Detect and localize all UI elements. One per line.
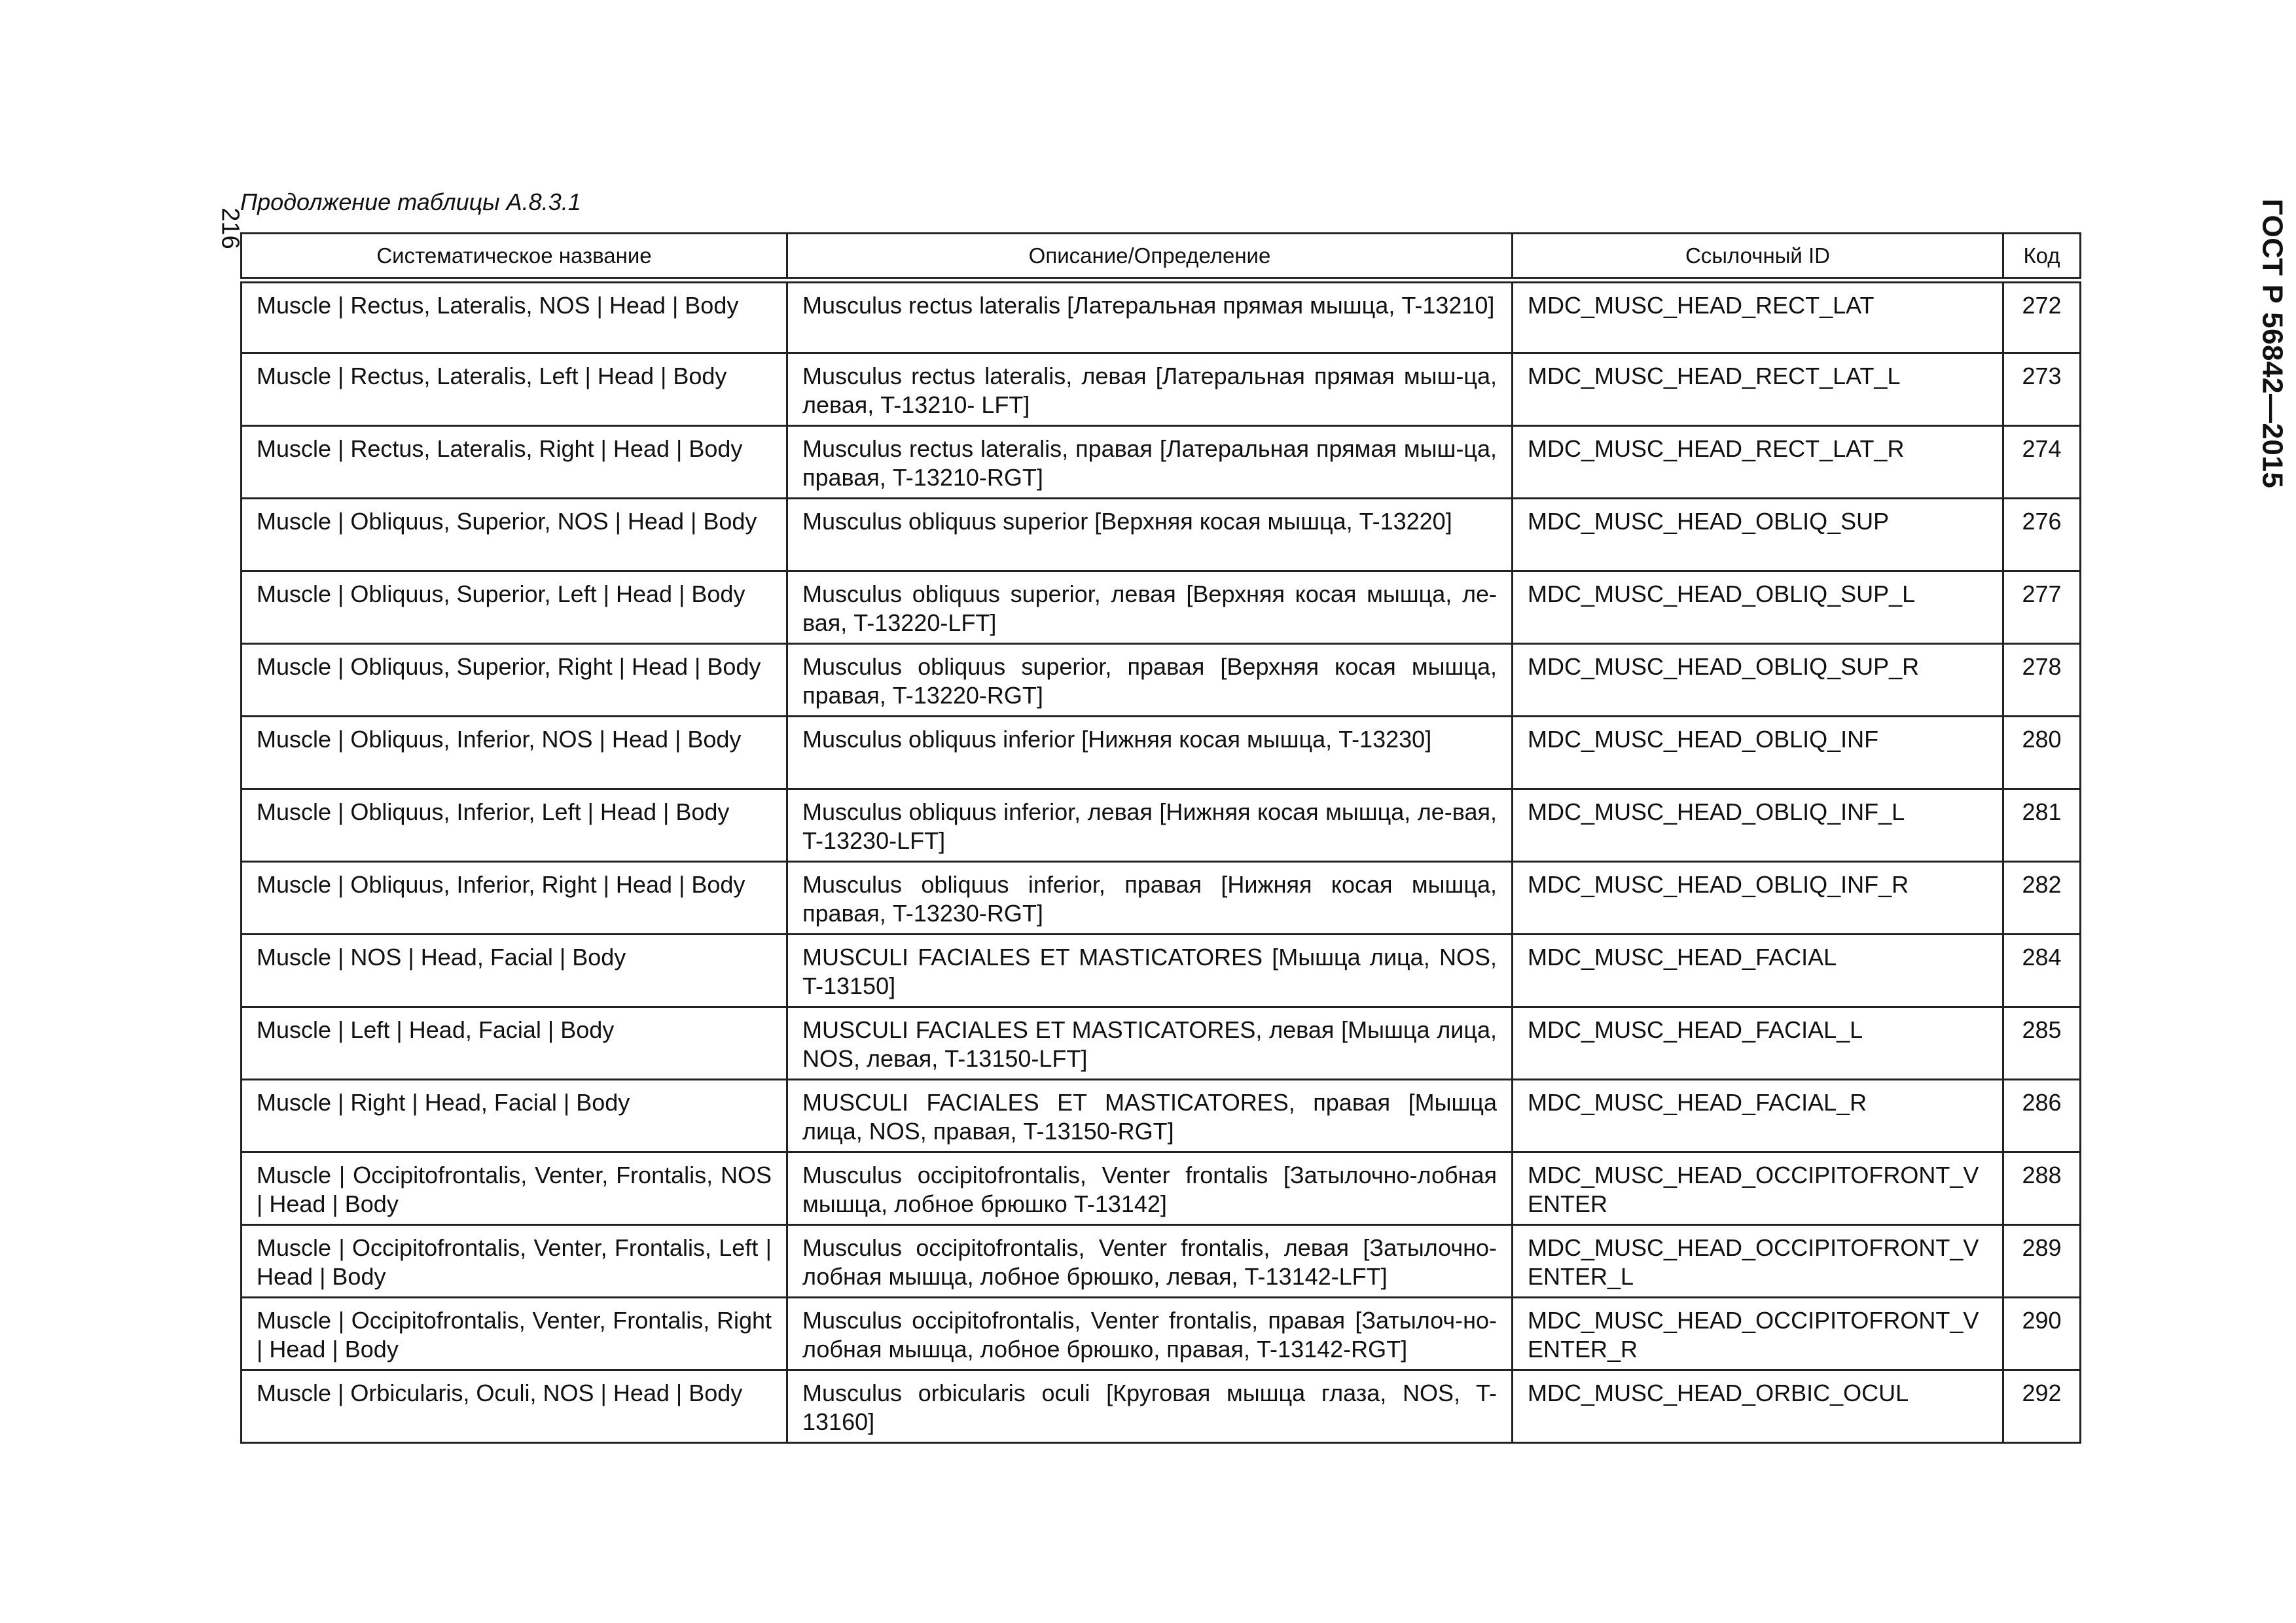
cell-reference-id: MDC_MUSC_HEAD_FACIAL_R [1513, 1079, 2003, 1152]
cell-description: MUSCULI FACIALES ET MASTICATORES, правая [Мышца лица, NOS, правая, T-13150-RGT] [787, 1079, 1513, 1152]
cell-code: 273 [2003, 353, 2081, 425]
cell-code: 289 [2003, 1224, 2081, 1297]
cell-reference-id: MDC_MUSC_HEAD_OBLIQ_SUP_L [1513, 571, 2003, 643]
table-row [242, 861, 2081, 934]
cell-description: Musculus obliquus inferior, левая [Нижняя косая мышца, ле-вая, T-13230-LFT] [787, 789, 1513, 861]
cell-systematic-name: Muscle | Obliquus, Superior, Right | Head | Body [242, 643, 787, 716]
cell-description: Musculus obliquus superior, левая [Верхняя косая мышца, ле-вая, T-13220-LFT] [787, 571, 1513, 643]
table-row [242, 1079, 2081, 1152]
table-row [242, 643, 2081, 716]
cell-code: 280 [2003, 716, 2081, 789]
cell-code: 276 [2003, 498, 2081, 571]
cell-reference-id: MDC_MUSC_HEAD_OCCIPITOFRONT_VENTER_L [1513, 1224, 2003, 1297]
cell-systematic-name: Muscle | Rectus, Lateralis, Right | Head | Body [242, 425, 787, 498]
cell-description: Musculus rectus lateralis, правая [Латеральная прямая мыш-ца, правая, T-13210-RGT] [787, 425, 1513, 498]
cell-systematic-name: Muscle | Occipitofrontalis, Venter, Frontalis, NOS | Head | Body [242, 1152, 787, 1224]
cell-description: Musculus occipitofrontalis, Venter frontalis, левая [Затылочно-лобная мышца, лобное брюшко, левая, T-13142-LFT] [787, 1224, 1513, 1297]
table-row [242, 934, 2081, 1007]
cell-reference-id: MDC_MUSC_HEAD_RECT_LAT_R [1513, 425, 2003, 498]
table-row [242, 353, 2081, 425]
cell-systematic-name: Muscle | NOS | Head, Facial | Body [242, 934, 787, 1007]
cell-reference-id: MDC_MUSC_HEAD_RECT_LAT [1513, 280, 2003, 353]
cell-description: Musculus occipitofrontalis, Venter frontalis, правая [Затылоч-но-лобная мышца, лобное брюшко, правая, T-13142-RGT] [787, 1297, 1513, 1370]
cell-systematic-name: Muscle | Rectus, Lateralis, Left | Head | Body [242, 353, 787, 425]
cell-reference-id: MDC_MUSC_HEAD_OCCIPITOFRONT_VENTER_R [1513, 1297, 2003, 1370]
cell-code: 281 [2003, 789, 2081, 861]
cell-systematic-name: Muscle | Orbicularis, Oculi, NOS | Head | Body [242, 1370, 787, 1442]
cell-code: 285 [2003, 1007, 2081, 1079]
cell-description: Musculus rectus lateralis, левая [Латеральная прямая мыш-ца, левая, T-13210- LFT] [787, 353, 1513, 425]
standard-code: ГОСТ Р 56842—2015 [2256, 198, 2289, 489]
cell-systematic-name: Muscle | Obliquus, Inferior, Left | Head | Body [242, 789, 787, 861]
cell-systematic-name: Muscle | Obliquus, Superior, Left | Head | Body [242, 571, 787, 643]
cell-code: 278 [2003, 643, 2081, 716]
table-caption: Продолжение таблицы А.8.3.1 [240, 188, 581, 215]
cell-description: Musculus obliquus inferior [Нижняя косая мышца, T-13230] [787, 716, 1513, 789]
cell-description: Musculus rectus lateralis [Латеральная прямая мышца, T-13210] [787, 280, 1513, 353]
cell-reference-id: MDC_MUSC_HEAD_OBLIQ_SUP [1513, 498, 2003, 571]
cell-description: MUSCULI FACIALES ET MASTICATORES [Мышца лица, NOS, T-13150] [787, 934, 1513, 1007]
cell-description: Musculus orbicularis oculi [Круговая мышца глаза, NOS, T-13160] [787, 1370, 1513, 1442]
cell-code: 290 [2003, 1297, 2081, 1370]
cell-description: MUSCULI FACIALES ET MASTICATORES, левая [Мышца лица, NOS, левая, T-13150-LFT] [787, 1007, 1513, 1079]
cell-description: Musculus obliquus inferior, правая [Нижняя косая мышца, правая, T-13230-RGT] [787, 861, 1513, 934]
table-row [242, 1224, 2081, 1297]
cell-systematic-name: Muscle | Occipitofrontalis, Venter, Frontalis, Left | Head | Body [242, 1224, 787, 1297]
cell-code: 272 [2003, 280, 2081, 353]
cell-reference-id: MDC_MUSC_HEAD_OCCIPITOFRONT_VENTER [1513, 1152, 2003, 1224]
cell-systematic-name: Muscle | Obliquus, Superior, NOS | Head | Body [242, 498, 787, 571]
cell-code: 274 [2003, 425, 2081, 498]
cell-systematic-name: Muscle | Rectus, Lateralis, NOS | Head | Body [242, 280, 787, 353]
table-header-row [242, 234, 2081, 281]
cell-code: 286 [2003, 1079, 2081, 1152]
cell-systematic-name: Muscle | Obliquus, Inferior, Right | Head | Body [242, 861, 787, 934]
table-row [242, 1007, 2081, 1079]
table-row [242, 1370, 2081, 1442]
header-description: Описание/Определение [787, 234, 1513, 281]
cell-description: Musculus obliquus superior [Верхняя косая мышца, T-13220] [787, 498, 1513, 571]
cell-systematic-name: Muscle | Left | Head, Facial | Body [242, 1007, 787, 1079]
cell-reference-id: MDC_MUSC_HEAD_OBLIQ_INF_L [1513, 789, 2003, 861]
table-row [242, 1152, 2081, 1224]
table-row [242, 498, 2081, 571]
cell-description: Musculus obliquus superior, правая [Верхняя косая мышца, правая, T-13220-RGT] [787, 643, 1513, 716]
cell-code: 282 [2003, 861, 2081, 934]
cell-reference-id: MDC_MUSC_HEAD_ORBIC_OCUL [1513, 1370, 2003, 1442]
cell-reference-id: MDC_MUSC_HEAD_RECT_LAT_L [1513, 353, 2003, 425]
cell-systematic-name: Muscle | Occipitofrontalis, Venter, Frontalis, Right | Head | Body [242, 1297, 787, 1370]
cell-code: 292 [2003, 1370, 2081, 1442]
cell-reference-id: MDC_MUSC_HEAD_OBLIQ_SUP_R [1513, 643, 2003, 716]
table-row [242, 1297, 2081, 1370]
cell-systematic-name: Muscle | Right | Head, Facial | Body [242, 1079, 787, 1152]
table-row [242, 716, 2081, 789]
table-row [242, 789, 2081, 861]
cell-systematic-name: Muscle | Obliquus, Inferior, NOS | Head | Body [242, 716, 787, 789]
table-row [242, 425, 2081, 498]
cell-code: 277 [2003, 571, 2081, 643]
cell-code: 288 [2003, 1152, 2081, 1224]
cell-reference-id: MDC_MUSC_HEAD_OBLIQ_INF [1513, 716, 2003, 789]
page-number: 216 [216, 207, 244, 249]
cell-reference-id: MDC_MUSC_HEAD_FACIAL_L [1513, 1007, 2003, 1079]
header-reference-id: Ссылочный ID [1513, 234, 2003, 281]
header-code: Код [2003, 234, 2081, 281]
cell-code: 284 [2003, 934, 2081, 1007]
cell-reference-id: MDC_MUSC_HEAD_FACIAL [1513, 934, 2003, 1007]
cell-description: Musculus occipitofrontalis, Venter frontalis [Затылочно-лобная мышца, лобное брюшко T-13142] [787, 1152, 1513, 1224]
terms-table [240, 232, 2081, 1444]
header-systematic-name: Систематическое название [242, 234, 787, 281]
table-row [242, 571, 2081, 643]
cell-reference-id: MDC_MUSC_HEAD_OBLIQ_INF_R [1513, 861, 2003, 934]
table-row [242, 280, 2081, 353]
